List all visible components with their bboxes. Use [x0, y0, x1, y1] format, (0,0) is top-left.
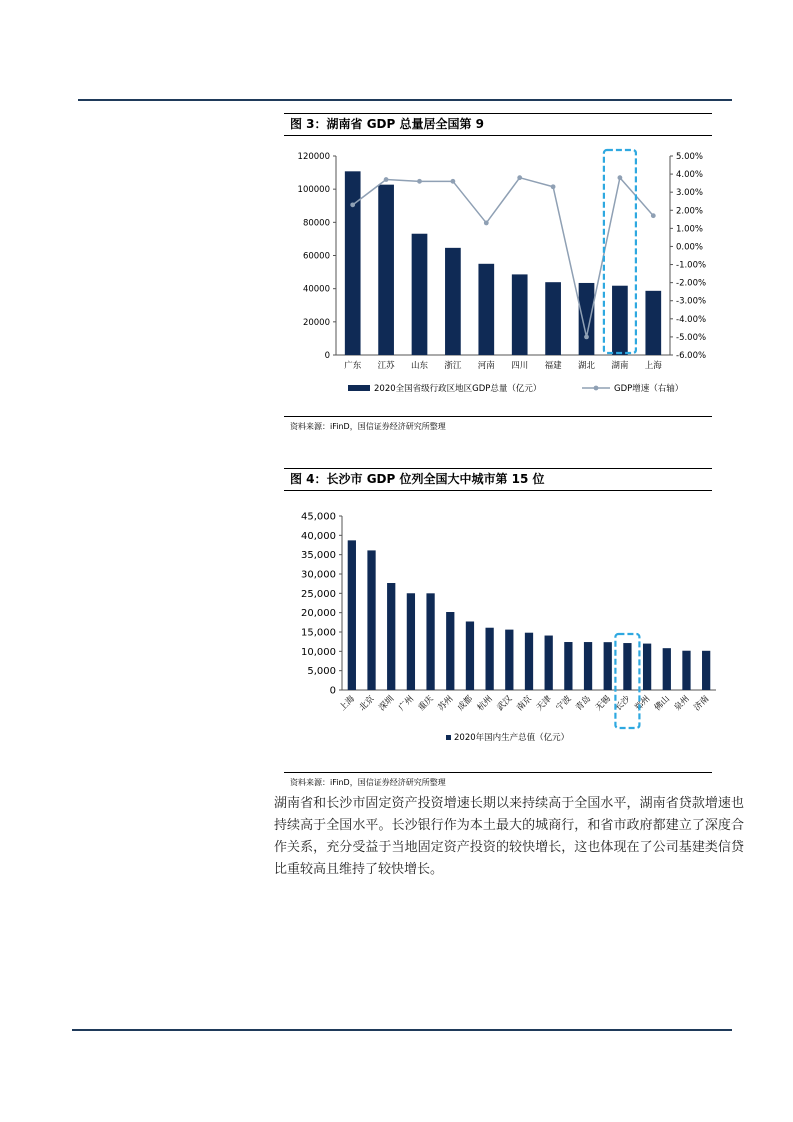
- x-tick-label: 湖北: [577, 361, 596, 371]
- bar-佛山: [663, 648, 671, 690]
- legend-label: 2020年国内生产总值（亿元）: [454, 733, 570, 743]
- legend-swatch-dot: [594, 386, 599, 391]
- growth-point-湖南: [618, 175, 623, 180]
- x-tick-label: 无锡: [593, 694, 613, 714]
- chart-gdp-provinces: [284, 140, 724, 412]
- y2-tick-label: -5.00%: [676, 332, 707, 343]
- bar-江苏: [378, 185, 394, 355]
- bar-上海: [348, 540, 356, 690]
- growth-point-四川: [517, 175, 522, 180]
- bar-宁波: [564, 642, 572, 690]
- bar-河南: [478, 264, 494, 355]
- bar-郑州: [643, 644, 651, 690]
- bar-济南: [702, 651, 710, 690]
- bar-广州: [407, 593, 415, 690]
- bar-重庆: [426, 593, 434, 690]
- bar-浙江: [445, 248, 461, 355]
- y2-tick-label: 5.00%: [676, 152, 704, 162]
- bar-苏州: [446, 612, 454, 690]
- x-tick-label: 杭州: [475, 694, 495, 714]
- y2-tick-label: -2.00%: [676, 278, 707, 289]
- x-tick-label: 浙江: [444, 361, 462, 371]
- bar-四川: [512, 274, 528, 355]
- legend-swatch-bars: [348, 385, 370, 391]
- bar-深圳: [387, 583, 395, 690]
- x-tick-label: 河南: [477, 361, 495, 371]
- y2-tick-label: -3.00%: [676, 296, 707, 307]
- y-tick-label: 20000: [302, 317, 330, 328]
- growth-point-河南: [484, 221, 489, 226]
- figure-3-source: 资料来源：iFinD，国信证券经济研究所整理: [290, 422, 446, 431]
- x-tick-label: 郑州: [633, 694, 653, 714]
- x-tick-label: 江苏: [377, 361, 395, 371]
- figure-4: [284, 468, 712, 491]
- x-tick-label: 上海: [337, 694, 357, 714]
- y-tick-label: 120000: [297, 152, 330, 162]
- y-tick-label: 35,000: [301, 550, 336, 562]
- x-tick-label: 广州: [396, 694, 417, 714]
- body-paragraph: 湖南省和长沙市固定资产投资增速长期以来持续高于全国水平，湖南省贷款增速也持续高于全国水平。长沙银行作为本土最大的城商行，和省市政府都建立了深度合作关系，充分受益于当地固定资产投资的较快增长，这也体现在了公司基建类信贷比重较高且维持了较快增长。: [274, 796, 744, 877]
- y-tick-label: 100000: [297, 185, 330, 196]
- x-tick-label: 山东: [410, 361, 429, 371]
- bar-南京: [525, 633, 533, 690]
- figure-3-title: 图 3：湖南省 GDP 总量居全国第 9: [284, 113, 712, 136]
- bar-上海: [645, 291, 661, 355]
- legend-label-line: GDP增速（右轴）: [614, 384, 684, 394]
- x-tick-label: 长沙: [613, 694, 633, 714]
- bar-杭州: [485, 628, 493, 690]
- bar-天津: [545, 636, 553, 690]
- legend-swatch: [446, 735, 451, 740]
- x-tick-label: 泉州: [672, 694, 692, 714]
- y-tick-label: 15,000: [301, 627, 336, 639]
- x-tick-label: 广东: [344, 361, 362, 371]
- bar-湖南: [612, 286, 628, 355]
- y2-tick-label: 0.00%: [676, 242, 704, 253]
- bar-福建: [545, 282, 561, 355]
- bar-北京: [367, 550, 375, 690]
- y-tick-label: 80000: [302, 218, 330, 229]
- bar-无锡: [604, 642, 612, 690]
- growth-point-湖北: [584, 335, 589, 340]
- y-tick-label: 45,000: [301, 511, 336, 523]
- bar-武汉: [505, 630, 513, 690]
- growth-point-山东: [417, 179, 422, 184]
- figure-4-title: 图 4：长沙市 GDP 位列全国大中城市第 15 位: [284, 468, 712, 491]
- x-tick-label: 佛山: [652, 694, 672, 714]
- y2-tick-label: 2.00%: [676, 206, 704, 217]
- y-tick-label: 20,000: [301, 608, 336, 620]
- y2-tick-label: 1.00%: [676, 224, 704, 235]
- x-tick-label: 深圳: [377, 694, 397, 714]
- growth-point-江苏: [384, 177, 389, 182]
- x-tick-label: 上海: [644, 361, 662, 371]
- x-tick-label: 天津: [534, 694, 554, 714]
- bar-湖北: [579, 283, 595, 355]
- footer-rule: [72, 1029, 732, 1031]
- header-rule: [78, 99, 732, 101]
- bar-长沙: [623, 643, 631, 690]
- figure-4-source-rule: [284, 772, 712, 773]
- y-tick-label: 10,000: [301, 646, 336, 658]
- growth-point-福建: [551, 184, 556, 189]
- x-tick-label: 南京: [515, 694, 535, 714]
- legend-label-bars: 2020全国省级行政区地区GDP总量（亿元）: [374, 384, 542, 394]
- growth-point-上海: [651, 213, 656, 218]
- figure-3: [284, 113, 712, 136]
- growth-point-浙江: [451, 179, 456, 184]
- gdp-growth-line: [353, 178, 654, 337]
- y-tick-label: 40000: [302, 284, 330, 295]
- y-tick-label: 40,000: [301, 530, 336, 542]
- x-tick-label: 济南: [692, 694, 712, 714]
- x-tick-label: 青岛: [574, 694, 594, 714]
- x-tick-label: 福建: [544, 361, 562, 371]
- x-tick-label: 苏州: [436, 694, 456, 714]
- figure-4-source: 资料来源：iFinD，国信证券经济研究所整理: [290, 778, 446, 787]
- bar-青岛: [584, 642, 592, 690]
- x-tick-label: 成都: [455, 694, 476, 714]
- x-tick-label: 北京: [357, 694, 377, 714]
- x-tick-label: 重庆: [416, 694, 436, 714]
- y-tick-label: 25,000: [301, 588, 336, 600]
- x-tick-label: 宁波: [554, 694, 574, 714]
- bar-山东: [412, 234, 428, 355]
- bar-成都: [466, 621, 474, 690]
- y-tick-label: 30,000: [301, 569, 336, 581]
- x-tick-label: 湖南: [611, 361, 629, 371]
- y2-tick-label: -4.00%: [676, 314, 707, 325]
- chart-gdp-cities: [284, 498, 724, 770]
- y-tick-label: 5,000: [307, 666, 336, 678]
- x-tick-label: 四川: [511, 361, 529, 371]
- y-tick-label: 0: [324, 351, 330, 361]
- y2-tick-label: 4.00%: [676, 170, 704, 181]
- bar-广东: [345, 171, 361, 355]
- x-tick-label: 武汉: [495, 694, 515, 714]
- growth-point-广东: [350, 202, 355, 207]
- y-tick-label: 60000: [302, 251, 330, 262]
- y2-tick-label: -1.00%: [676, 260, 707, 271]
- y-tick-label: 0: [329, 685, 336, 697]
- figure-3-source-rule: [284, 416, 712, 417]
- y2-tick-label: 3.00%: [676, 188, 704, 199]
- y2-tick-label: -6.00%: [676, 351, 707, 361]
- bar-泉州: [682, 651, 690, 690]
